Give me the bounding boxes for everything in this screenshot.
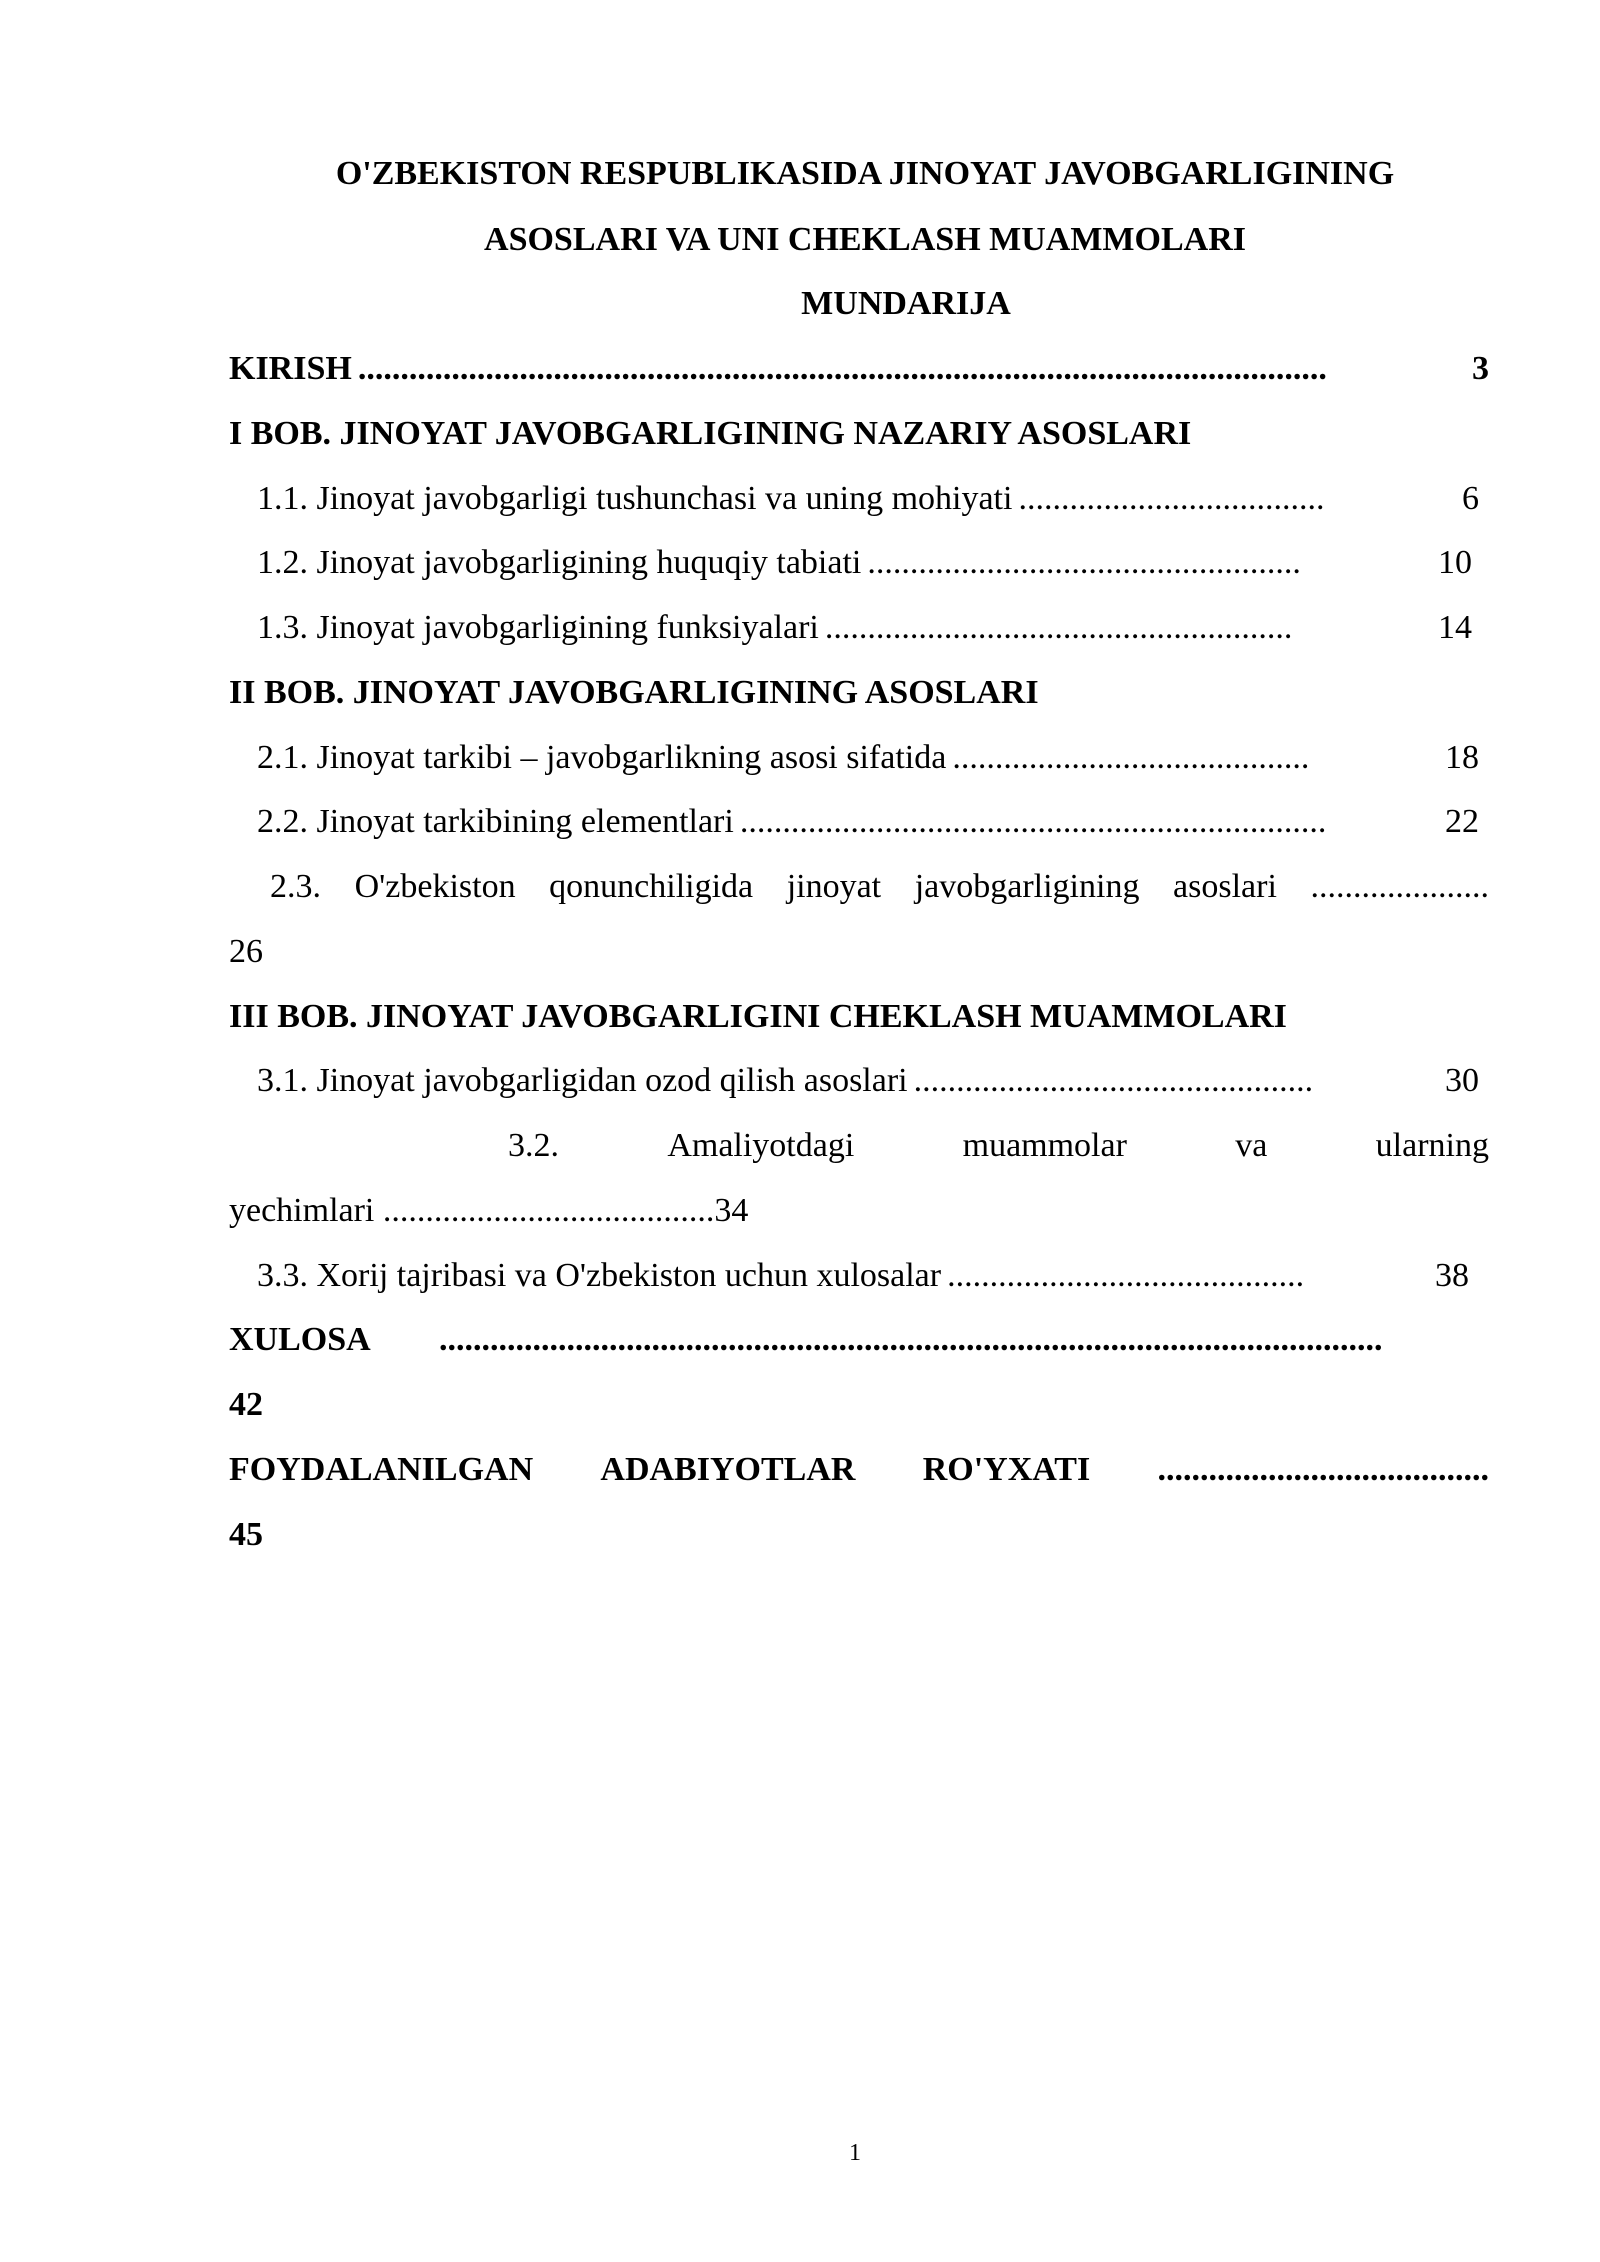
toc-page-number: 14 [1438,609,1472,646]
toc-entry-label: 1.2. Jinoyat javobgarligining huquqiy tabiati [257,544,862,581]
toc-entry-kirish[interactable] [229,349,1489,389]
toc-entry-label: XULOSA [229,1321,371,1358]
toc-entry-label: 2.1. Jinoyat tarkibi – javobgarlikning asosi sifatida [257,739,947,776]
toc-page-number: 6 [1462,480,1479,517]
toc-entry-adabiyotlar[interactable] [229,1450,1489,1490]
toc-entry-label: KIRISH [229,350,352,387]
toc-entry-word: javobgarligining [914,868,1140,905]
toc-page-number: 26 [229,933,263,970]
toc-chapter-3[interactable]: III BOB. JINOYAT JAVOBGARLIGINI CHEKLASH MUAMMOLARI [229,998,1287,1035]
toc-entry-1-2[interactable] [257,543,1472,583]
toc-entry-word: qonunchiligida [549,868,754,905]
toc-entry-3-2-continuation: yechimlari .......................................34 [229,1192,749,1229]
toc-heading: MUNDARIJA [801,285,1011,322]
toc-entry-2-3[interactable] [270,867,1489,907]
toc-entry-word: jinoyat [786,868,882,905]
footer-page-number: 1 [849,2140,861,2166]
toc-leader-dots: ....................................... [1157,1451,1489,1488]
toc-leader-dots: .................................... [1018,480,1325,517]
toc-leader-dots: ..................................................................... [739,803,1327,840]
toc-page-number: 3 [1472,350,1489,387]
toc-leader-dots: .......................................... [947,1257,1305,1294]
toc-entry-2-1[interactable] [257,738,1479,778]
toc-leader-dots: ..................... [1310,868,1489,905]
toc-page-number: 18 [1445,739,1479,776]
toc-leader-dots: ................................................... [867,544,1301,581]
toc-entry-word: asoslari [1173,868,1277,905]
document-title-line1: O'ZBEKISTON RESPUBLIKASIDA JINOYAT JAVOBGARLIGINING [335,155,1395,192]
toc-entry-word: O'zbekiston [354,868,516,905]
toc-entry-word: 2.3. [270,868,321,905]
toc-entry-1-1[interactable] [257,479,1479,519]
toc-entry-word: ADABIYOTLAR [600,1451,856,1488]
toc-entry-3-3[interactable] [257,1256,1469,1296]
toc-entry-word: FOYDALANILGAN [229,1451,534,1488]
toc-page-number: 42 [229,1386,263,1423]
toc-entry-label: 3.1. Jinoyat javobgarligidan ozod qilish asoslari [257,1062,908,1099]
toc-entry-word: Amaliyotdagi [667,1127,855,1164]
toc-leader-dots: .......................................... [952,739,1310,776]
toc-entry-3-1[interactable] [257,1061,1479,1101]
toc-leader-dots: .................................................................................................................. [357,350,1327,387]
toc-leader-dots: ............................................................................................................... [439,1321,1383,1358]
toc-entry-xulosa[interactable] [229,1320,1489,1360]
toc-entry-1-3[interactable] [257,608,1472,648]
toc-entry-word: va [1235,1127,1268,1164]
toc-entry-2-2[interactable] [257,802,1479,842]
toc-chapter-1[interactable]: I BOB. JINOYAT JAVOBGARLIGINING NAZARIY ASOSLARI [229,415,1192,452]
toc-entry-word: 3.2. [508,1127,559,1164]
toc-entry-word: ularning [1375,1127,1489,1164]
toc-page-number: 45 [229,1516,263,1553]
toc-entry-3-2[interactable] [508,1126,1489,1166]
toc-page-number: 30 [1445,1062,1479,1099]
toc-entry-word: RO'YXATI [922,1451,1091,1488]
toc-leader-dots: ............................................... [913,1062,1314,1099]
toc-chapter-2[interactable]: II BOB. JINOYAT JAVOBGARLIGINING ASOSLARI [229,674,1039,711]
toc-leader-dots: ....................................................... [824,609,1293,646]
toc-entry-label: 1.1. Jinoyat javobgarligi tushunchasi va uning mohiyati [257,480,1013,517]
toc-page-number: 38 [1435,1257,1469,1294]
toc-page-number: 22 [1445,803,1479,840]
toc-entry-label: 1.3. Jinoyat javobgarligining funksiyalari [257,609,819,646]
document-title-line2: ASOSLARI VA UNI CHEKLASH MUAMMOLARI [484,221,1246,258]
toc-page-number: 10 [1438,544,1472,581]
toc-entry-label: 3.3. Xorij tajribasi va O'zbekiston uchun xulosalar [257,1257,942,1294]
toc-entry-label: 2.2. Jinoyat tarkibining elementlari [257,803,734,840]
toc-entry-word: muammolar [962,1127,1127,1164]
